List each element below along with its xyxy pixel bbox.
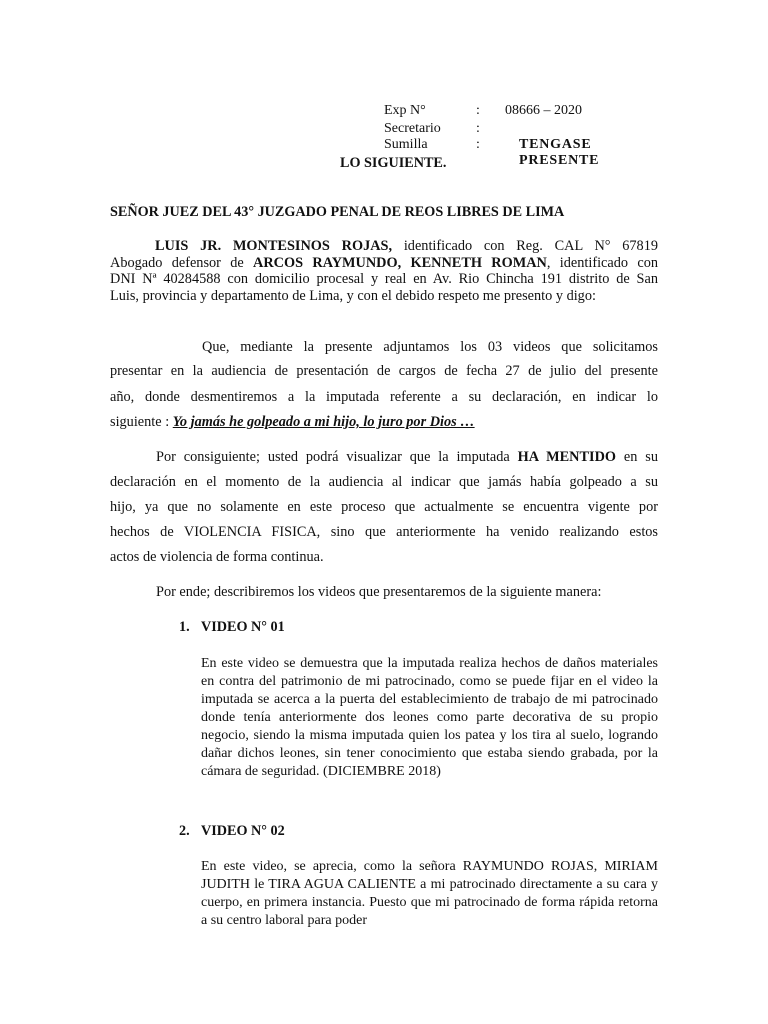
lawyer-name: LUIS JR. MONTESINOS ROJAS, xyxy=(155,238,393,254)
video-2-title: VIDEO N° 02 xyxy=(201,823,285,839)
expediente-colon: : xyxy=(476,103,480,118)
p2-line-2: declaración en el momento de la audiencia al indicar que jamás había golpeado a su xyxy=(110,474,658,490)
intro-line-1 xyxy=(110,238,658,255)
p1-line-2: presentar en la audiencia de presentación de cargos de fecha 27 de julio del presente xyxy=(110,363,658,379)
expediente-label: Exp N° xyxy=(384,103,426,118)
quoted-statement: Yo jamás he golpeado a mi hijo, lo juro por Dios … xyxy=(172,414,475,430)
p1-line-4-lead: siguiente : xyxy=(110,414,173,430)
sumilla-row xyxy=(384,137,664,168)
client-name: ARCOS RAYMUNDO, KENNETH ROMAN xyxy=(253,255,547,271)
intro-line-1-rest: identificado con Reg. CAL N° 67819 xyxy=(392,238,659,254)
intro-line-2-a: Abogado defensor de xyxy=(110,255,254,271)
p1-line-1: Que, mediante la presente adjuntamos los 03 videos que solicitamos xyxy=(202,339,658,355)
video-2-description: En este video, se aprecia, como la señora RAYMUNDO ROJAS, MIRIAM JUDITH le TIRA AGUA CALIENTE a mi patrocinado directamente a su cara y cuerpo, en primera instancia. Puesto que mi patrocinado de forma rápida retorna a su centro laboral para poder xyxy=(201,859,658,928)
intro-line-2 xyxy=(110,255,658,272)
video-2-number: 2. xyxy=(179,823,190,839)
expediente-value: 08666 – 2020 xyxy=(505,103,582,118)
expediente-row xyxy=(384,103,664,121)
p1-line-3: año, donde desmentiremos a la imputada referente a su declaración, en indicar lo xyxy=(110,389,658,405)
p2-line-1 xyxy=(156,449,658,466)
sumilla-value: TENGASE PRESENTE xyxy=(519,137,600,168)
p2-line-4: hechos de VIOLENCIA FISICA, sino que anteriormente ha venido realizando estos xyxy=(110,524,658,540)
sumilla-colon: : xyxy=(476,137,480,152)
sumilla-value-continued: LO SIGUIENTE. xyxy=(340,155,447,171)
intro-line-4: Luis, provincia y departamento de Lima, y con el debido respeto me presento y digo: xyxy=(110,288,596,304)
intro-line-2-b: , identificado con xyxy=(546,255,658,271)
secretario-label: Secretario xyxy=(384,121,441,136)
intro-line-3: DNI Nª 40284588 con domicilio procesal y real en Av. Rio Chincha 191 distrito de San xyxy=(110,271,658,287)
ha-mentido: HA MENTIDO xyxy=(517,449,617,465)
video-1-number: 1. xyxy=(179,619,190,635)
secretario-colon: : xyxy=(476,121,480,136)
p2-line-1-a: Por consiguiente; usted podrá visualizar que la imputada xyxy=(156,449,518,465)
addressee-heading: SEÑOR JUEZ DEL 43° JUZGADO PENAL DE REOS LIBRES DE LIMA xyxy=(110,204,565,220)
p2-line-3: hijo, ya que no solamente en este proceso que actualmente se encuentra vigente por xyxy=(110,499,658,515)
p3-text: Por ende; describiremos los videos que presentaremos de la siguiente manera: xyxy=(156,584,602,600)
p2-line-5: actos de violencia de forma continua. xyxy=(110,549,324,565)
video-1-description: En este video se demuestra que la imputada realiza hechos de daños materiales en contra del patrimonio de mi patrocinado, como se puede fijar en el video la imputada se acerca a la puerta del establecimiento de trabajo de mi patrocinado donde tenía anteriormente dos leones como parte decorativa de su propio negocio, siendo la misma imputada quien los patea y los tira al suelo, logrando dañar dichos leones, sin tener conocimiento que estaba siendo grabada, por la cámara de seguridad. (DICIEMBRE 2018) xyxy=(201,656,658,779)
video-1-title: VIDEO N° 01 xyxy=(201,619,285,635)
sumilla-label: Sumilla xyxy=(384,137,428,152)
p1-line-4 xyxy=(110,414,658,431)
p2-line-1-c: en su xyxy=(616,449,658,465)
